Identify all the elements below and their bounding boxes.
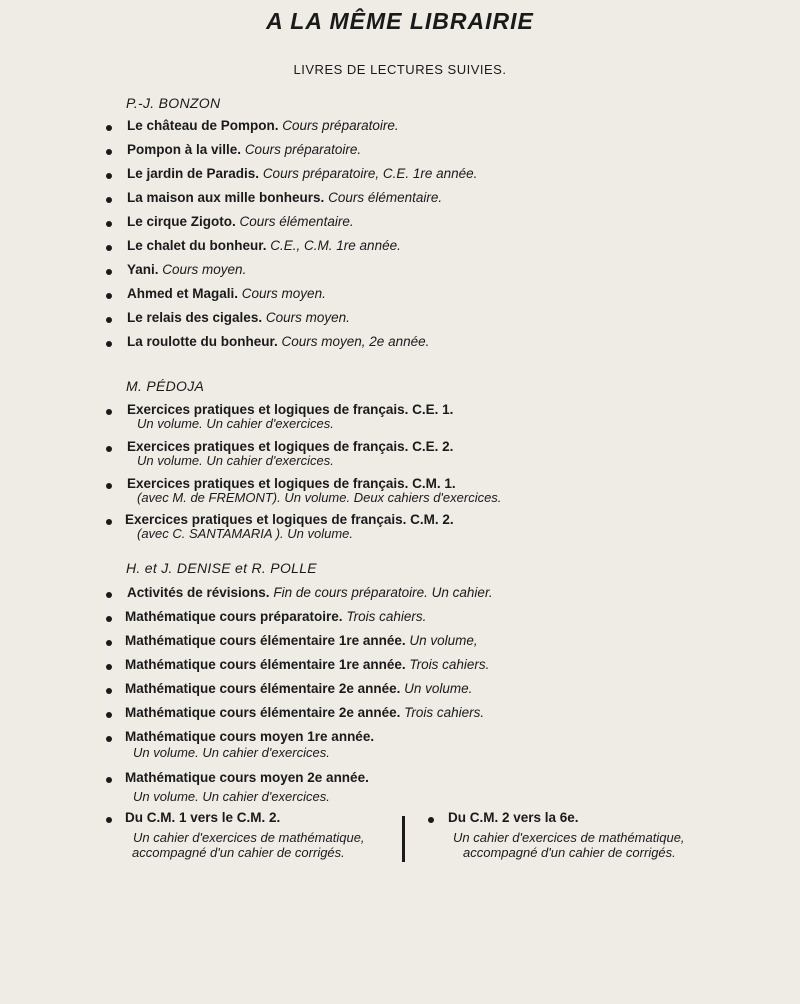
author-bonzon: P.-J. BONZON [126, 95, 221, 111]
author-denise-polle: H. et J. DENISE et R. POLLE [126, 560, 317, 576]
list-item: Mathématique cours moyen 2e année. [125, 770, 369, 785]
list-item-right: Du C.M. 2 vers la 6e. [448, 810, 579, 825]
list-item: Mathématique cours élémentaire 2e année. Trois cahiers. [125, 705, 485, 720]
list-item: Ahmed et Magali. Cours moyen. [127, 286, 326, 301]
bullet-icon [106, 317, 112, 323]
list-item: Activités de révisions. Fin de cours préparatoire. Un cahier. [127, 585, 493, 600]
bullet-icon [106, 688, 112, 694]
bullet-icon [428, 817, 434, 823]
list-item: Mathématique cours élémentaire 1re année. Un volume, [125, 633, 478, 648]
list-item: La roulotte du bonheur. Cours moyen, 2e année. [127, 334, 430, 349]
page-title: A LA MÊME LIBRAIRIE [266, 8, 534, 34]
list-item-detail: Un volume. Un cahier d'exercices. [133, 789, 330, 804]
bullet-icon [106, 777, 112, 783]
list-item: Le jardin de Paradis. Cours préparatoire, C.E. 1re année. [127, 166, 478, 181]
list-item: Exercices pratiques et logiques de français. C.M. 1. [127, 476, 456, 491]
bullet-icon [106, 664, 112, 670]
list-item: La maison aux mille bonheurs. Cours élémentaire. [127, 190, 443, 205]
list-item-detail: Un cahier d'exercices de mathématique, [133, 830, 365, 845]
list-item: Mathématique cours préparatoire. Trois cahiers. [125, 609, 427, 624]
list-item-detail: Un volume. Un cahier d'exercices. [137, 453, 334, 468]
bullet-icon [106, 409, 112, 415]
bullet-icon [106, 519, 112, 525]
list-item: Exercices pratiques et logiques de français. C.M. 2. [125, 512, 454, 527]
bullet-icon [106, 125, 112, 131]
bullet-icon [106, 173, 112, 179]
list-item: Le cirque Zigoto. Cours élémentaire. [127, 214, 354, 229]
bullet-icon [106, 221, 112, 227]
page-subtitle: LIVRES DE LECTURES SUIVIES. [293, 62, 507, 77]
list-item: Mathématique cours élémentaire 2e année. Un volume. [125, 681, 473, 696]
list-item: Le relais des cigales. Cours moyen. [127, 310, 350, 325]
list-item-detail: Un volume. Un cahier d'exercices. [133, 745, 330, 760]
bullet-icon [106, 293, 112, 299]
bullet-icon [106, 616, 112, 622]
list-item-detail: Un cahier d'exercices de mathématique, [453, 830, 685, 845]
author-pedoja: M. PÉDOJA [126, 378, 205, 394]
list-item-detail: (avec C. SANTAMARIA ). Un volume. [137, 526, 353, 541]
list-item-left: Du C.M. 1 vers le C.M. 2. [125, 810, 281, 825]
list-item: Le chalet du bonheur. C.E., C.M. 1re année. [127, 238, 401, 253]
bullet-icon [106, 736, 112, 742]
bullet-icon [106, 640, 112, 646]
list-item: Mathématique cours élémentaire 1re année. Trois cahiers. [125, 657, 490, 672]
bullet-icon [106, 712, 112, 718]
bullet-icon [106, 197, 112, 203]
bullet-icon [106, 483, 112, 489]
bullet-icon [106, 817, 112, 823]
bullet-icon [106, 149, 112, 155]
list-item-detail: (avec M. de FREMONT). Un volume. Deux cahiers d'exercices. [137, 490, 502, 505]
bullet-icon [106, 341, 112, 347]
list-item: Pompon à la ville. Cours préparatoire. [127, 142, 362, 157]
list-item: Le château de Pompon. Cours préparatoire. [127, 118, 399, 133]
bullet-icon [106, 446, 112, 452]
bullet-icon [106, 592, 112, 598]
column-divider [402, 816, 405, 862]
list-item: Yani. Cours moyen. [127, 262, 247, 277]
list-item: Exercices pratiques et logiques de français. C.E. 1. [127, 402, 454, 417]
list-item-detail: accompagné d'un cahier de corrigés. [132, 845, 345, 860]
bullet-icon [106, 245, 112, 251]
list-item-detail: Un volume. Un cahier d'exercices. [137, 416, 334, 431]
list-item: Mathématique cours moyen 1re année. [125, 729, 375, 744]
list-item-detail: accompagné d'un cahier de corrigés. [463, 845, 676, 860]
bullet-icon [106, 269, 112, 275]
list-item: Exercices pratiques et logiques de français. C.E. 2. [127, 439, 454, 454]
